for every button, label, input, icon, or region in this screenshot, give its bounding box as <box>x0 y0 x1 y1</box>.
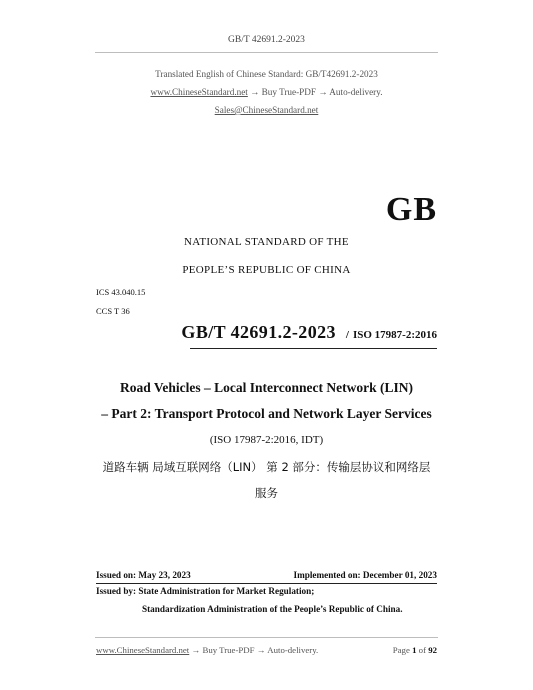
national-standard-line1: NATIONAL STANDARD OF THE <box>184 236 349 248</box>
header-divider <box>95 52 438 53</box>
ccs-code: CCS T 36 <box>96 306 130 316</box>
iso-number: ISO 17987-2:2016 <box>352 329 437 341</box>
page-total: 92 <box>428 645 437 655</box>
buy-pdf-text: Buy True-PDF <box>261 87 317 97</box>
translation-notice: Translated English of Chinese Standard: GB/T42691.2-2023 <box>155 69 378 79</box>
ics-code: ICS 43.040.15 <box>96 287 146 297</box>
gb-logo: GB <box>385 191 437 228</box>
arrow-icon: → <box>191 645 201 655</box>
gbt-number: GB/T 42691.2-2023 <box>181 322 336 342</box>
issued-by: Issued by: State Administration for Market Regulation; <box>96 586 315 596</box>
chinese-title-line1: 道路车辆 局域互联网络（LIN） 第 2 部分：传输层协议和网络层 <box>102 460 431 474</box>
footer-divider <box>95 637 438 638</box>
header-standard-code: GB/T 42691.2-2023 <box>228 35 305 45</box>
arrow-icon: → <box>256 645 266 655</box>
number-separator: / <box>345 329 349 341</box>
standard-number <box>181 322 437 343</box>
footer-auto-text: Auto-delivery. <box>267 645 319 655</box>
title-line1: Road Vehicles – Local Interconnect Network (LIN) <box>120 380 413 395</box>
standard-number-rule <box>190 348 437 349</box>
arrow-icon: → <box>318 87 328 97</box>
site-link[interactable]: www.ChineseStandard.net <box>150 87 248 97</box>
footer-site-link[interactable]: www.ChineseStandard.net <box>96 645 190 655</box>
sales-email-link[interactable]: Sales@ChineseStandard.net <box>214 105 319 115</box>
page-label: Page <box>392 645 410 655</box>
auto-delivery-text: Auto-delivery. <box>329 87 383 97</box>
page-number: 1 <box>412 645 417 655</box>
of-label: of <box>418 645 426 655</box>
national-standard-line2: PEOPLE’S REPUBLIC OF CHINA <box>182 264 351 276</box>
purchase-line <box>0 87 533 97</box>
title-line2: – Part 2: Transport Protocol and Network Layer Services <box>101 406 432 421</box>
sales-line <box>0 105 533 115</box>
arrow-icon: → <box>250 87 260 97</box>
issued-by-second: Standardization Administration of the People’s Republic of China. <box>142 604 403 614</box>
implemented-on: Implemented on: December 01, 2023 <box>293 570 437 580</box>
footer-buy-text: Buy True-PDF <box>202 645 255 655</box>
chinese-title-line2: 服务 <box>255 486 278 500</box>
issued-on: Issued on: May 23, 2023 <box>96 570 191 580</box>
footer-purchase-line <box>96 645 318 655</box>
issue-divider <box>96 583 437 584</box>
iso-equivalence: (ISO 17987-2:2016, IDT) <box>209 434 324 446</box>
page-indicator <box>393 645 437 655</box>
